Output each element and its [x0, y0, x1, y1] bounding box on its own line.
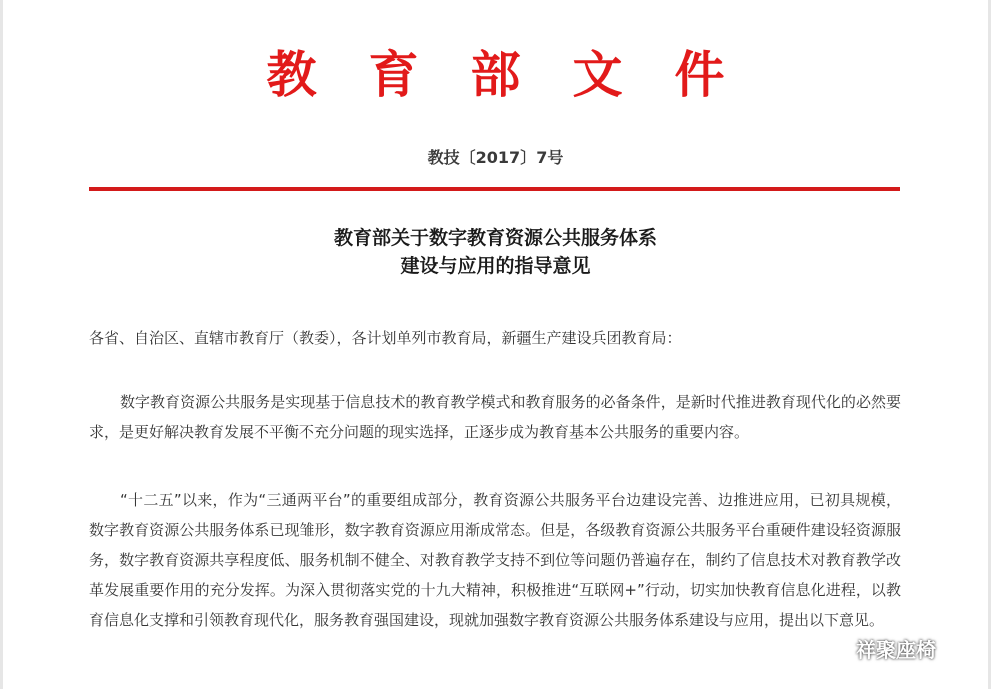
wechat-icon: [820, 633, 850, 663]
watermark-text: 祥聚座椅: [856, 637, 936, 662]
body-paragraph-1: 数字教育资源公共服务是实现基于信息技术的教育教学模式和教育服务的必备条件，是新时代推进教育现代化的必然要求，是更好解决教育发展不平衡不充分问题的现实选择，正逐步成为教育基本公共服务的重要内容。: [89, 393, 901, 441]
addressee: 各省、自治区、直辖市教育厅（教委），各计划单列市教育局，新疆生产建设兵团教育局：: [89, 329, 682, 347]
header-char: 育: [368, 45, 419, 104]
header-divider: [89, 187, 900, 191]
header-char: 部: [470, 45, 521, 104]
document-title: [0, 224, 991, 280]
header-char: 件: [674, 45, 725, 104]
header-char: 教: [266, 45, 317, 104]
title-line-2: 建设与应用的指导意见: [400, 255, 591, 277]
header-char: 文: [572, 45, 623, 104]
document-number: 教技〔2017〕7号: [427, 148, 564, 167]
document-header: [0, 38, 991, 112]
watermark: [820, 630, 936, 666]
title-line-1: 教育部关于数字教育资源公共服务体系: [333, 227, 657, 249]
body-paragraph-2: “十二五”以来，作为“三通两平台”的重要组成部分，教育资源公共服务平台边建设完善、边推进应用，已初具规模，数字教育资源公共服务体系已现雏形，数字教育资源应用渐成常态。但是，各级教育资源公共服务平台重硬件建设轻资源服务，数字教育资源共享程度低、服务机制不健全、对教育教学支持不到位等问题仍普遍存在，制约了信息技术对教育教学改革发展重要作用的充分发挥。为深入贯彻落实党的十九大精神，积极推进“互联网+”行动，切实加快教育信息化进程，以教育信息化支撑和引领教育现代化，服务教育强国建设，现就加强数字教育资源公共服务体系建设与应用，提出以下意见。: [89, 491, 901, 629]
